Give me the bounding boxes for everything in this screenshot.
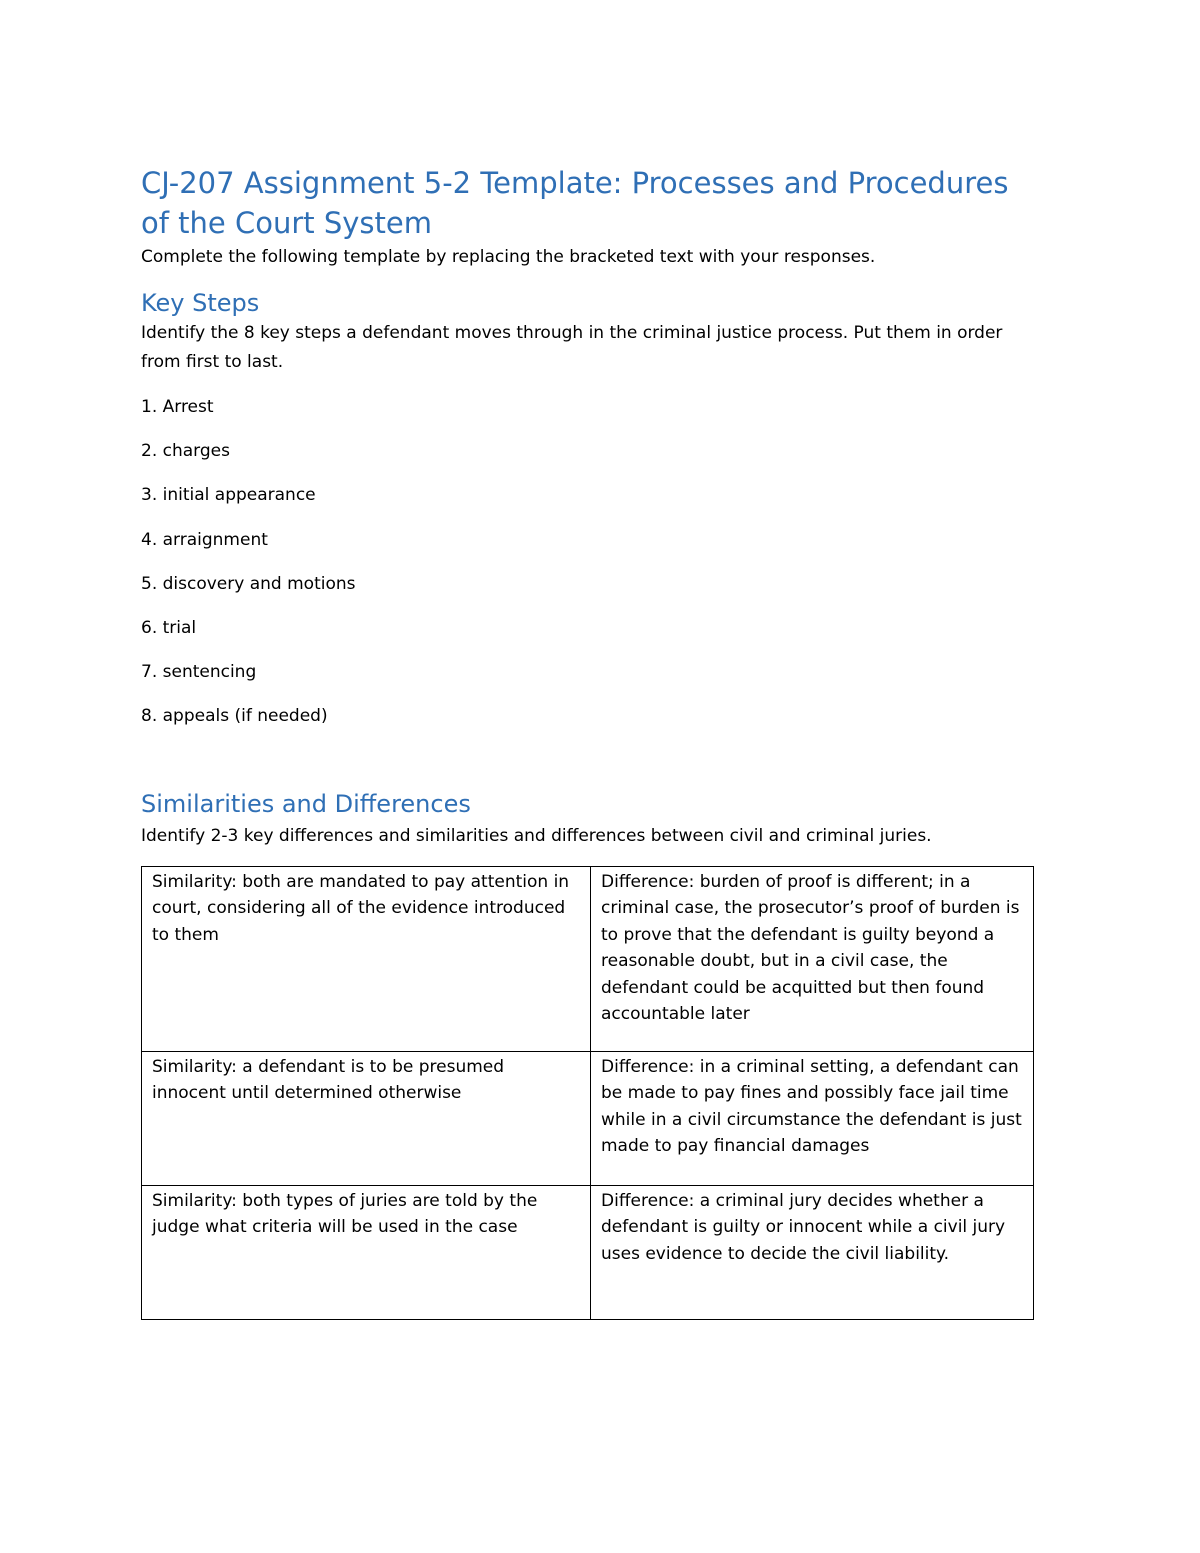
step-item: 6. trial	[141, 617, 197, 638]
step-item: 1. Arrest	[141, 397, 214, 417]
similarity-cell: Similarity: a defendant is to be presumed innocent until determined otherwise	[142, 1052, 591, 1186]
step-item: 4. arraignment	[141, 529, 268, 550]
similarity-cell: Similarity: both are mandated to pay attention in court, considering all of the evidence introduced to them	[142, 867, 591, 1052]
table-row	[142, 1052, 1034, 1186]
difference-cell: Difference: burden of proof is different; in a criminal case, the prosecutor’s proof of burden is to prove that the defendant is guilty beyond a reasonable doubt, but in a civil case, the defendant could be acquitted but then found accountable later	[591, 867, 1034, 1052]
difference-cell: Difference: a criminal jury decides whether a defendant is guilty or innocent while a civil jury uses evidence to decide the civil liability.	[591, 1186, 1034, 1320]
key-steps-heading: Key Steps	[141, 289, 260, 317]
similarities-differences-heading: Similarities and Differences	[141, 790, 471, 818]
table-row	[142, 867, 1034, 1052]
table-row	[142, 1186, 1034, 1320]
key-steps-list	[141, 393, 355, 747]
key-steps-instruction: Identify the 8 key steps a defendant moves through in the criminal justice process. Put them in order from first to last.	[141, 323, 1003, 372]
similarity-cell: Similarity: both types of juries are told by the judge what criteria will be used in the case	[142, 1186, 591, 1320]
document-subtitle: Complete the following template by replacing the bracketed text with your responses.	[141, 247, 876, 267]
document-title: CJ-207 Assignment 5-2 Template: Processes and Procedures of the Court System	[141, 166, 1009, 240]
comparison-table	[141, 866, 1034, 1320]
step-item: 3. initial appearance	[141, 485, 316, 506]
step-item: 5. discovery and motions	[141, 573, 356, 594]
similarities-differences-instruction: Identify 2-3 key differences and similarities and differences between civil and criminal juries.	[141, 826, 932, 846]
step-item: 8. appeals (if needed)	[141, 706, 328, 727]
step-item: 2. charges	[141, 441, 230, 462]
difference-cell: Difference: in a criminal setting, a defendant can be made to pay fines and possibly face jail time while in a civil circumstance the defendant is just made to pay financial damages	[591, 1052, 1034, 1186]
step-item: 7. sentencing	[141, 662, 257, 683]
